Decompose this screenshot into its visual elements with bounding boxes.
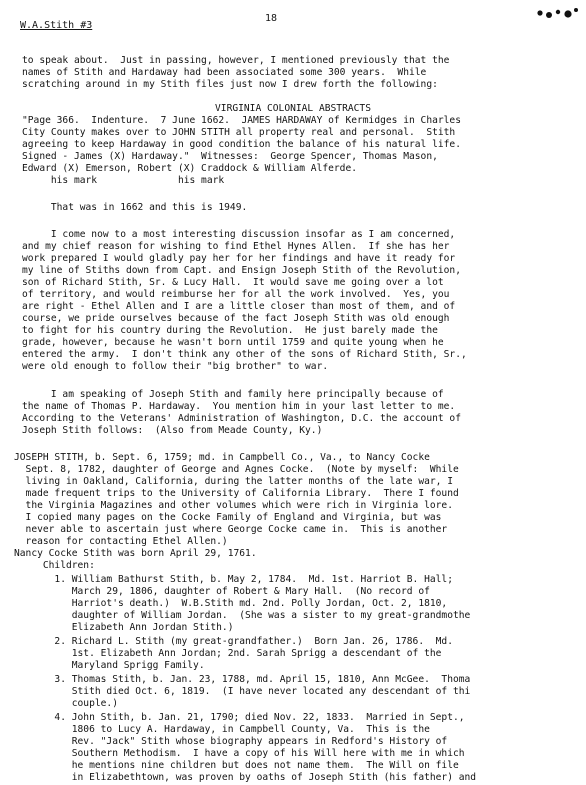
ink-blot-marks (534, 4, 580, 20)
text-line: were old enough to follow their "big brother" to war. (22, 361, 329, 372)
text-line: grade, however, because he wasn't born until 1759 and quite young when he (22, 337, 444, 348)
text-line: of territory, and would reimburse her for all the work involved. Yes, you (22, 289, 450, 300)
page-header-left: W.A.Stith #3 (20, 20, 93, 31)
text-line: he mentions nine children but does not name them. The Will on file (14, 760, 459, 771)
text-line: Rev. "Jack" Stith whose biography appears in Redford's History of (14, 736, 448, 747)
text-line: March 29, 1806, daughter of Robert & Mary Hall. (No record of (14, 586, 430, 597)
text-line: 1806 to Lucy A. Hardaway, in Campbell County, Va. This is the (14, 724, 430, 735)
text-line: the name of Thomas P. Hardaway. You mention him in your last letter to me. (22, 401, 456, 412)
text-line: the Virginia Magazines and other volumes which were rich in Virginia lore. (14, 500, 453, 511)
page-number: 18 (265, 13, 278, 24)
text-line: Southern Methodism. I have a copy of his Will here with me in which (14, 748, 465, 759)
text-line: Joseph Stith follows: (Also from Meade County, Ky.) (22, 425, 323, 436)
text-line: Edward (X) Emerson, Robert (X) Craddock & William Alferde. (22, 163, 358, 174)
text-line: 1st. Elizabeth Ann Jordan; 2nd. Sarah Sprigg a descendant of the (14, 648, 442, 659)
text-line: City County makes over to JOHN STITH all property real and personal. Stith (22, 127, 456, 138)
text-line: in Elizabethtown, was proven by oaths of Joseph Stith (his father) and (14, 772, 477, 783)
text-line: made frequent trips to the University of California Library. There I found (14, 488, 459, 499)
text-line: son of Richard Stith, Sr. & Lucy Hall. It would save me going over a lot (22, 277, 444, 288)
text-line: Stith died Oct. 6, 1819. (I have never located any descendant of thi (14, 686, 471, 697)
text-line: reason for contacting Ethel Allen.) (14, 536, 228, 547)
text-line: Signed - James (X) Hardaway." Witnesses: George Spencer, Thomas Mason, (22, 151, 438, 162)
text-line: That was in 1662 and this is 1949. (22, 202, 248, 213)
text-line: Maryland Sprigg Family. (14, 660, 205, 671)
text-line: living in Oakland, California, during the latter months of the late war, I (14, 476, 453, 487)
list-item: 4. John Stith, b. Jan. 21, 1790; died Nov. 22, 1833. Married in Sept., (14, 712, 465, 723)
text-line: JOSEPH STITH, b. Sept. 6, 1759; md. in Campbell Co., Va., to Nancy Cocke (14, 452, 430, 463)
text-line: work prepared I would gladly pay her for her findings and have it ready for (22, 253, 456, 264)
text-line: I copied many pages on the Cocke Family of England and Virginia, but was (14, 512, 442, 523)
text-line: I come now to a most interesting discussion insofar as I am concerned, (22, 229, 456, 240)
text-line: and my chief reason for wishing to find Ethel Hynes Allen. If she has her (22, 241, 450, 252)
text-line: agreeing to keep Hardaway in good condition the balance of his natural life. (22, 139, 461, 150)
text-line: course, we pride ourselves because of the fact Joseph Stith was old enough (22, 313, 450, 324)
text-line: Nancy Cocke Stith was born April 29, 1761. (14, 548, 257, 559)
text-line: Elizabeth Ann Jordan Stith.) (14, 622, 234, 633)
section-heading: VIRGINIA COLONIAL ABSTRACTS (215, 103, 371, 114)
text-line: I am speaking of Joseph Stith and family here principally because of (22, 389, 444, 400)
text-line: to speak about. Just in passing, however, I mentioned previously that the (22, 55, 450, 66)
text-line: "Page 366. Indenture. 7 June 1662. JAMES HARDAWAY of Kermidges in Charles (22, 115, 461, 126)
text-line: Sept. 8, 1782, daughter of George and Agnes Cocke. (Note by myself: While (14, 464, 459, 475)
text-line: names of Stith and Hardaway had been associated some 300 years. While (22, 67, 427, 78)
text-line: to fight for his country during the Revolution. He just barely made the (22, 325, 438, 336)
text-line: his mark his mark (22, 175, 225, 186)
text-line: couple.) (14, 698, 118, 709)
text-line: never able to ascertain just where George Cocke came in. This is another (14, 524, 448, 535)
text-line: Children: (14, 560, 95, 571)
text-line: entered the army. I don't think any other of the sons of Richard Stith, Sr., (22, 349, 467, 360)
text-line: Harriot's death.) W.B.Stith md. 2nd. Polly Jordan, Oct. 2, 1810, (14, 598, 448, 609)
text-line: scratching around in my Stith files just now I drew forth the following: (22, 79, 438, 90)
list-item: 2. Richard L. Stith (my great-grandfather.) Born Jan. 26, 1786. Md. (14, 636, 453, 647)
list-item: 1. William Bathurst Stith, b. May 2, 1784. Md. 1st. Harriot B. Hall; (14, 574, 453, 585)
text-line: my line of Stiths down from Capt. and Ensign Joseph Stith of the Revolution, (22, 265, 461, 276)
text-line: daughter of William Jordan. (She was a sister to my great-grandmothe (14, 610, 471, 621)
text-line: According to the Veterans' Administration of Washington, D.C. the account of (22, 413, 461, 424)
list-item: 3. Thomas Stith, b. Jan. 23, 1788, md. April 15, 1810, Ann McGee. Thoma (14, 674, 471, 685)
text-line: are right - Ethel Allen and I are a little closer than most of them, and of (22, 301, 456, 312)
